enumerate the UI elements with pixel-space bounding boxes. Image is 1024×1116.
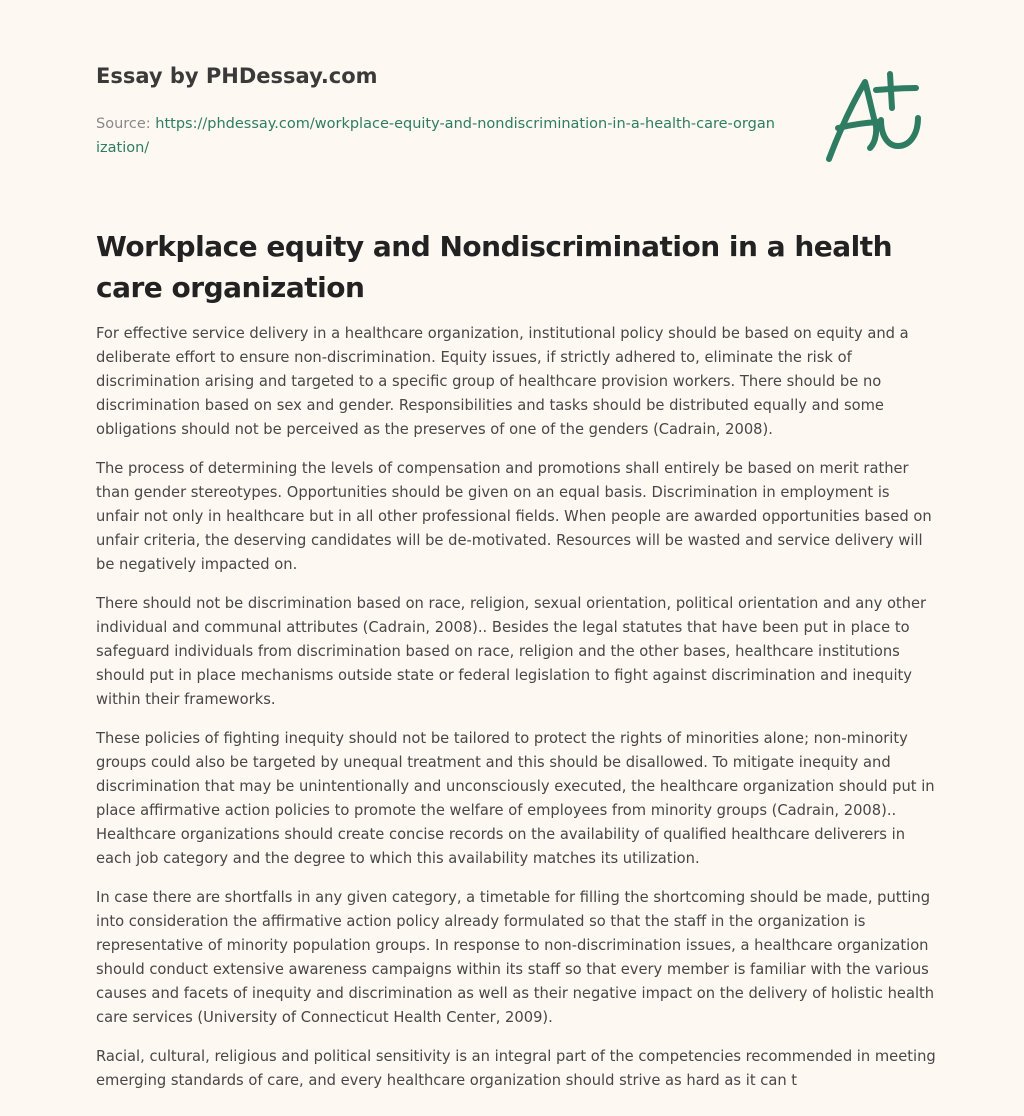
essay-title: Workplace equity and Nondiscrimination in a health care organization — [96, 230, 893, 304]
essay-paragraph: The process of determining the levels of compensation and promotions shall entirely be based on merit rather than gender stereotypes. Opportunities should be given on an equal basis. Discrimination in employment is unfair not only in healthcare but in all other professional fields. When people are awarded opportunities based on unfair criteria, the deserving candidates will be de-motivated. Resources will be wasted and service delivery will be negatively impacted on. — [96, 460, 932, 573]
essay-paragraph: In case there are shortfalls in any given category, a timetable for filling the shortcoming should be made, putting into consideration the affirmative action policy already formulated so that the staff in the organization is representative of minority population groups. In response to non-discrimination issues, a healthcare organization should conduct extensive awareness campaigns within its staff so that every member is familiar with the various causes and facets of inequity and discrimination as well as their negative impact on the delivery of holistic health care services (University of Connecticut Health Center, 2009). — [96, 889, 935, 1026]
essay-body — [96, 322, 936, 1108]
essay-paragraph: For effective service delivery in a healthcare organization, institutional policy should be based on equity and a deliberate effort to ensure non-discrimination. Equity issues, if strictly adhered to, eliminate the risk of discrimination arising and targeted to a specific group of healthcare provision workers. There should be no discrimination based on sex and gender. Responsibilities and tasks should be distributed equally and some obligations should not be perceived as the preserves of one of the genders (Cadrain, 2008). — [96, 325, 909, 438]
site-brand: Essay by PHDessay.com — [96, 64, 378, 88]
a-plus-grade-icon — [818, 66, 936, 168]
source-line — [96, 112, 776, 160]
essay-paragraph: These policies of fighting inequity should not be tailored to protect the rights of minorities alone; non-minority groups could also be targeted by unequal treatment and this should be disallowed. To mitigate inequity and discrimination that may be unintentionally and unconsciously executed, the healthcare organization should put in place affirmative action policies to promote the welfare of employees from minority groups (Cadrain, 2008).. Healthcare organizations should create concise records on the availability of qualified healthcare deliverers in each job category and the degree to which this availability matches its utilization. — [96, 730, 935, 867]
essay-paragraph: There should not be discrimination based on race, religion, sexual orientation, political orientation and any other individual and communal attributes (Cadrain, 2008).. Besides the legal statutes that have been put in place to safeguard individuals from discrimination based on race, religion and the other bases, healthcare institutions should put in place mechanisms outside state or federal legislation to fight against discrimination and inequity within their frameworks. — [96, 595, 927, 708]
essay-paragraph: Racial, cultural, religious and political sensitivity is an integral part of the competencies recommended in meeting emerging standards of care, and every healthcare organization should strive as hard as it can t — [96, 1048, 936, 1089]
source-link[interactable]: https://phdessay.com/workplace-equity-and-nondiscrimination-in-a-health-care-organization/ — [96, 116, 775, 156]
source-label: Source: — [96, 116, 151, 132]
